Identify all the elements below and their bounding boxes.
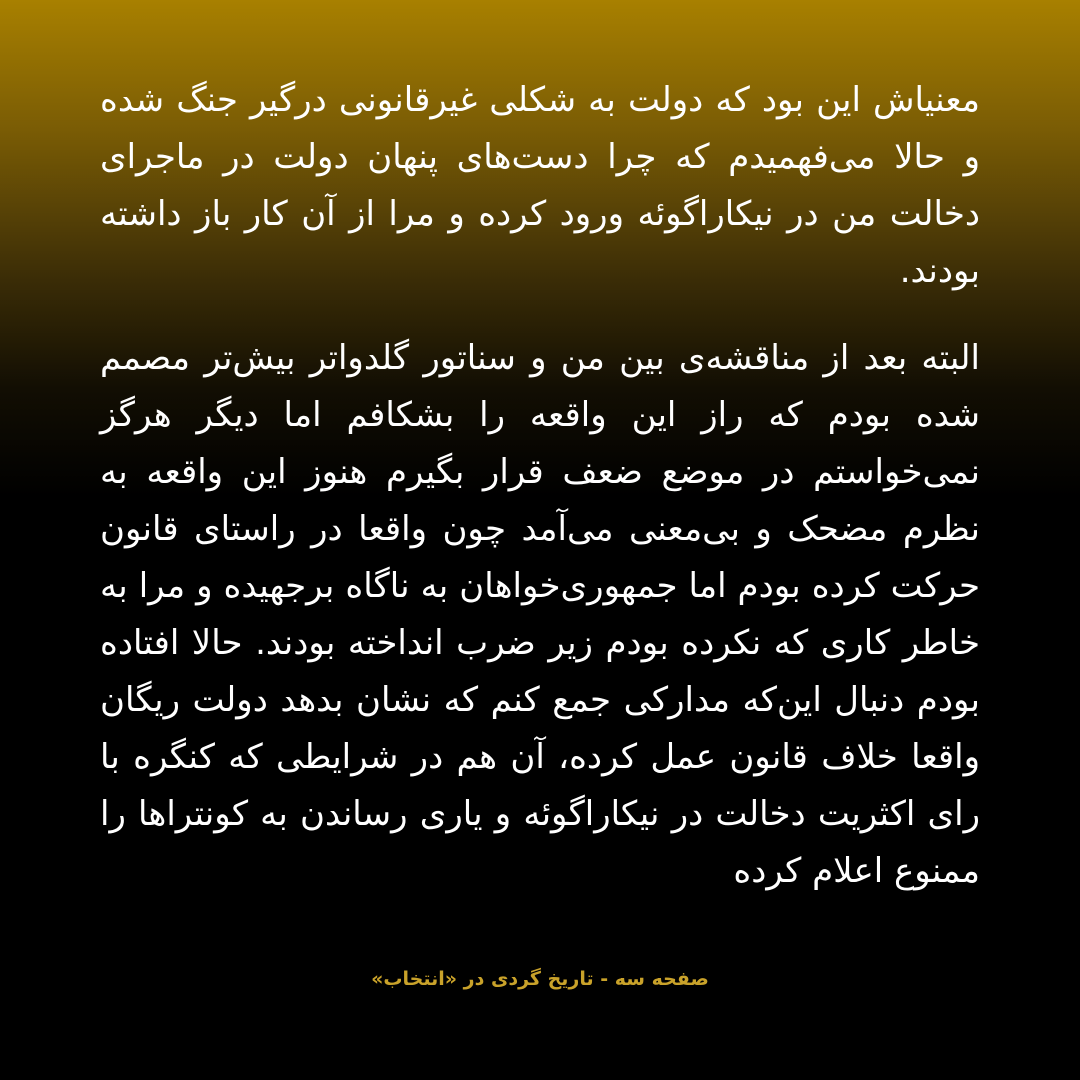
body-paragraph-2: البته بعد از مناقشه‌ی بین من و سناتور گلدواتر بیش‌تر مصمم شده بودم که راز این واقعه را بشکافم اما دیگر هرگز نمی‌خواستم در موضع ضعف قرار بگیرم هنوز این واقعه به نظرم مضحک و بی‌معنی می‌آمد چون واقعا در راستای قانون حرکت کرده بودم اما جمهوری‌خواهان به ناگاه برجهیده و مرا به خاطر کاری که نکرده بودم زیر ضرب انداخته بودند. حالا افتاده بودم دنبال این‌که مدارکی جمع کنم که نشان بدهد دولت ریگان واقعا خلاف قانون عمل کرده، آن هم در شرایطی که کنگره با رای اکثریت دخالت در نیکاراگوئه و یاری رساندن به کونتراها را ممنوع اعلام کرده [100,338,980,891]
page-footer-caption: صفحه سه - تاریخ گردی در «انتخاب» [371,968,709,990]
body-paragraph-1: معنیاش این بود که دولت به شکلی غیرقانونی درگیر جنگ شده و حالا می‌فهمیدم که چرا دست‌های پنهان دولت در ماجرای دخالت من در نیکاراگوئه ورود کرده و مرا از آن کار باز داشته بودند. [100,80,980,291]
